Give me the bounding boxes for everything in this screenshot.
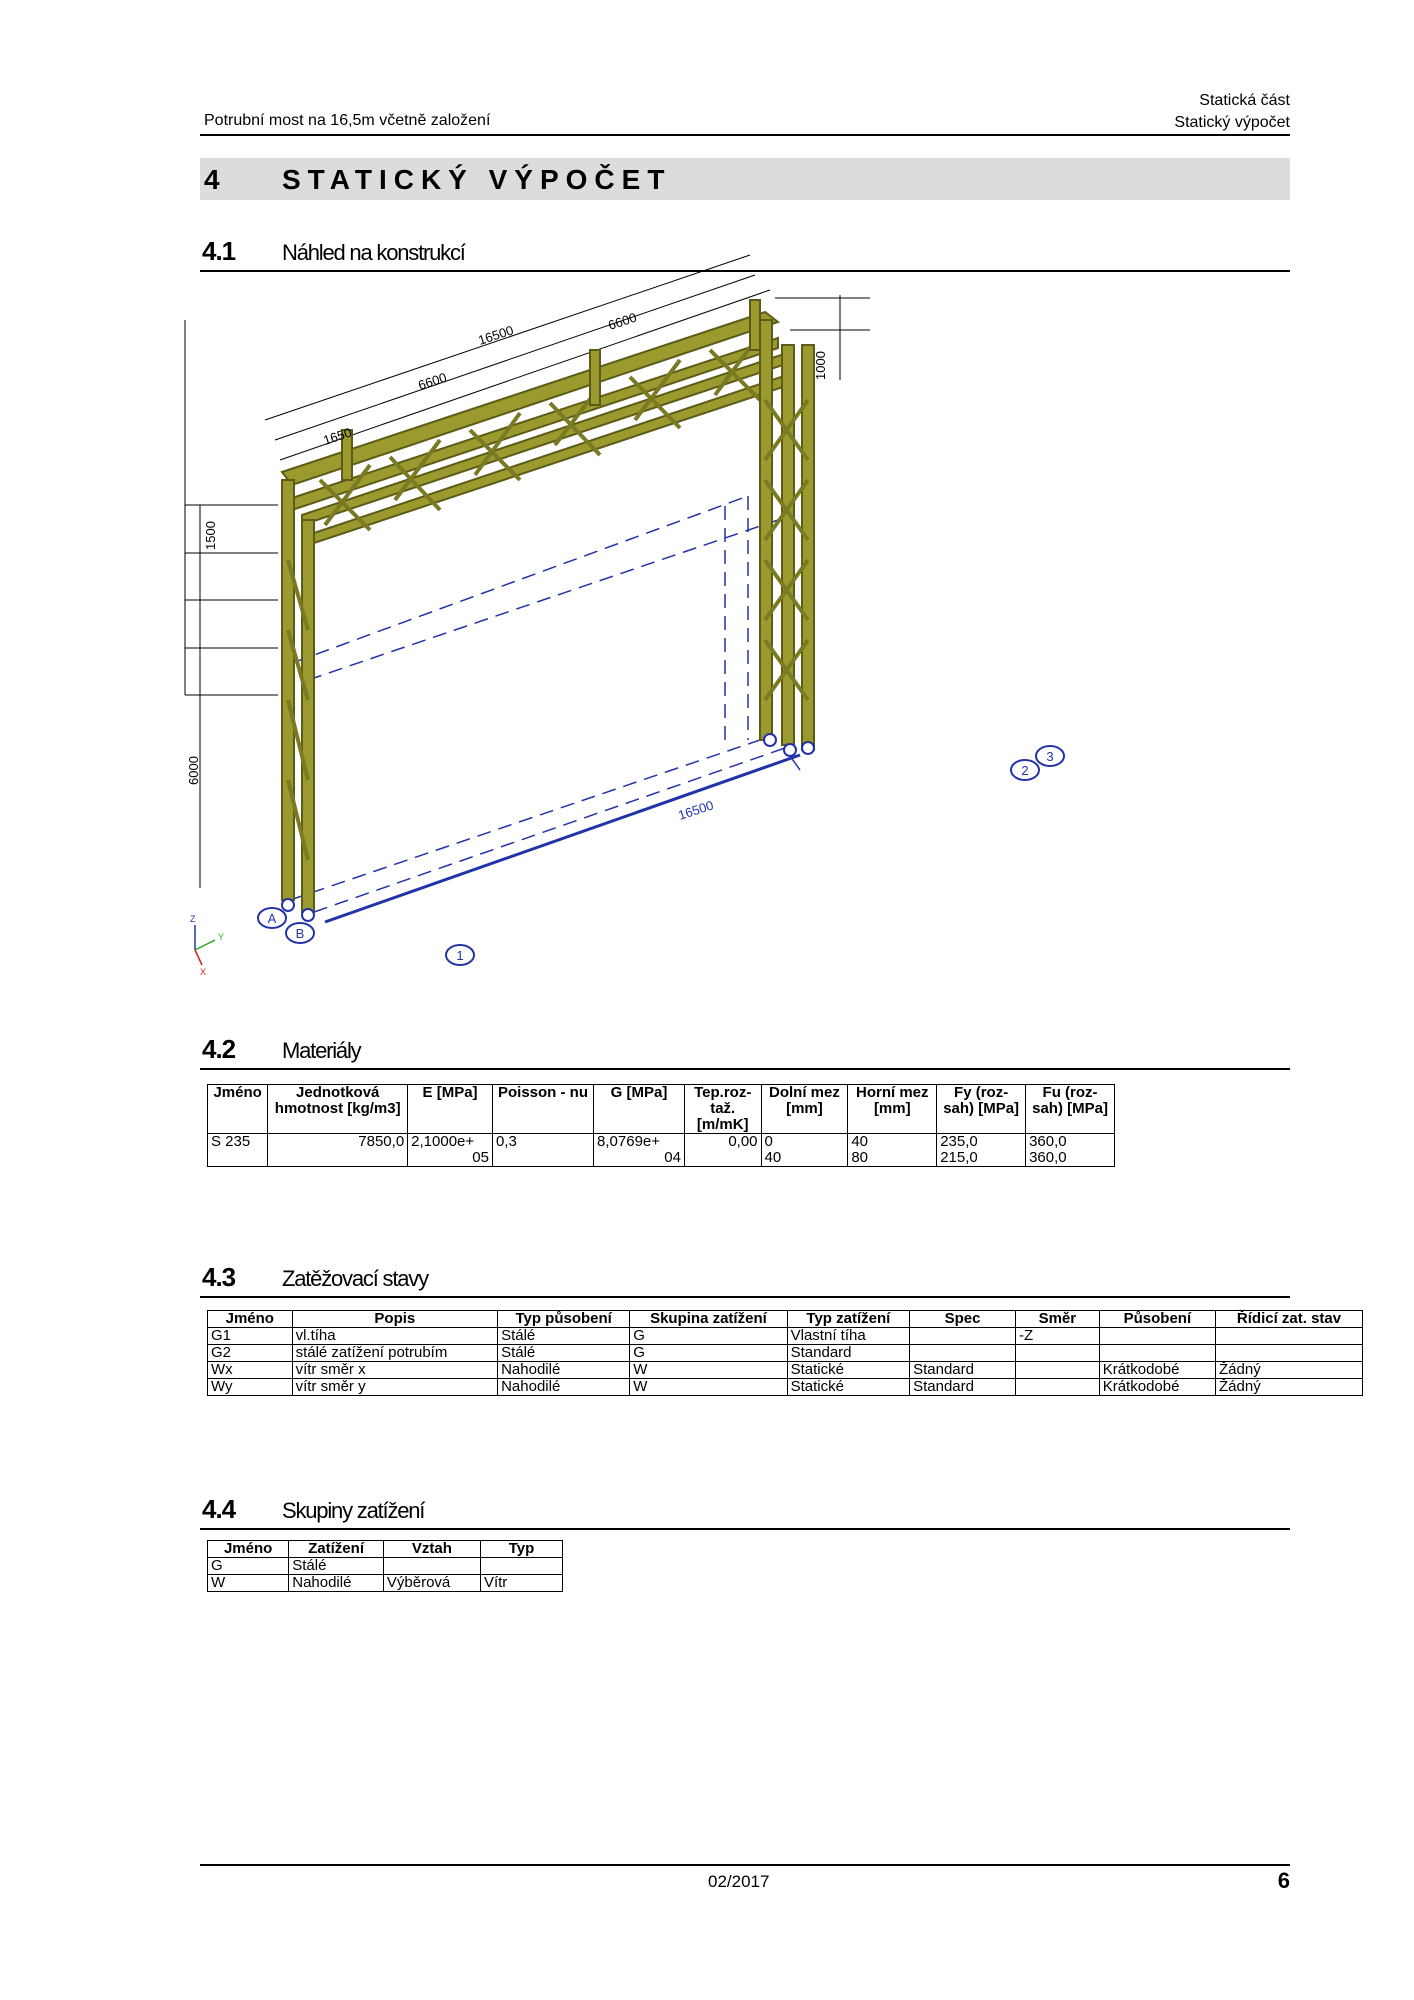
axis-label-a: A xyxy=(267,911,277,926)
footer-date: 02/2017 xyxy=(708,1872,770,1891)
col-header: Zatížení xyxy=(289,1541,384,1558)
col-header: Tep.roz-taž. [m/mK] xyxy=(684,1085,761,1134)
header-section-info xyxy=(1174,90,1290,134)
cell-fu xyxy=(1026,1134,1115,1167)
cell-horni-line1: 40 xyxy=(851,1133,869,1150)
table-cell: G xyxy=(208,1558,289,1575)
table-cell xyxy=(1015,1362,1099,1379)
table-cell xyxy=(1099,1328,1215,1345)
table-cell xyxy=(1015,1345,1099,1362)
footer-rule xyxy=(200,1864,1290,1866)
table-cell: Stálé xyxy=(498,1328,630,1345)
header-subpart: Statický výpočet xyxy=(1174,114,1290,131)
cell-g-line2: 04 xyxy=(664,1149,681,1166)
cell-tep: 0,00 xyxy=(684,1134,761,1167)
table-cell xyxy=(1216,1328,1363,1345)
materials-table xyxy=(207,1084,1115,1167)
table-row xyxy=(208,1575,563,1592)
col-header: E [MPa] xyxy=(408,1085,493,1134)
col-header: Fy (roz-sah) [MPa] xyxy=(937,1085,1026,1134)
cell-fy-line2: 215,0 xyxy=(940,1149,978,1166)
table-cell: -Z xyxy=(1015,1328,1099,1345)
table-cell: W xyxy=(208,1575,289,1592)
dim-total: 16500 xyxy=(476,322,516,348)
axis-labels xyxy=(268,749,1054,963)
col-header: Typ zatížení xyxy=(787,1311,909,1328)
col-header: Skupina zatížení xyxy=(630,1311,787,1328)
table-cell: Krátkodobé xyxy=(1099,1379,1215,1396)
col-header: Jméno xyxy=(208,1311,293,1328)
table-cell: stálé zatížení potrubím xyxy=(292,1345,498,1362)
section-heading-materials xyxy=(200,1034,1290,1070)
cell-fy xyxy=(937,1134,1026,1167)
table-cell xyxy=(1099,1345,1215,1362)
col-header: Působení xyxy=(1099,1311,1215,1328)
structure-3d-drawing xyxy=(186,300,1110,1000)
table-row xyxy=(208,1379,1363,1396)
table-cell: Nahodilé xyxy=(289,1575,384,1592)
col-header: Typ působení xyxy=(498,1311,630,1328)
table-cell xyxy=(1216,1345,1363,1362)
col-header: Dolní mez [mm] xyxy=(761,1085,848,1134)
table-cell: Stálé xyxy=(289,1558,384,1575)
col-header: Popis xyxy=(292,1311,498,1328)
section-heading-load-groups xyxy=(200,1494,1290,1530)
table-row xyxy=(208,1328,1363,1345)
dim-base: 16500 xyxy=(676,797,716,823)
support-symbols xyxy=(282,734,814,921)
cell-e-line1: 2,1000e+ xyxy=(411,1133,475,1150)
section-number: 4.2 xyxy=(202,1034,236,1064)
table-cell xyxy=(480,1558,562,1575)
axis-label-3: 3 xyxy=(1046,749,1054,764)
dim-1500: 1500 xyxy=(203,521,218,550)
axis-bubbles xyxy=(258,746,1064,965)
cell-e-line2: 05 xyxy=(472,1149,489,1166)
col-header: G [MPa] xyxy=(594,1085,685,1134)
cell-mass: 7850,0 xyxy=(268,1134,408,1167)
table-cell: G1 xyxy=(208,1328,293,1345)
table-cell: Vítr xyxy=(480,1575,562,1592)
cell-nu: 0,3 xyxy=(492,1134,593,1167)
col-header: Poisson - nu xyxy=(492,1085,593,1134)
table-row xyxy=(208,1362,1363,1379)
col-header: Horní mez [mm] xyxy=(848,1085,937,1134)
axis-label-1: 1 xyxy=(456,948,464,963)
coord-y: Y xyxy=(218,932,225,942)
coord-x: X xyxy=(200,967,207,977)
section-number: 4.1 xyxy=(202,236,236,266)
header-part: Statická část xyxy=(1199,92,1290,109)
section-title: Materiály xyxy=(282,1038,361,1063)
dim-1000: 1000 xyxy=(813,351,828,380)
table-cell: Standard xyxy=(910,1379,1016,1396)
col-header: Fu (roz-sah) [MPa] xyxy=(1026,1085,1115,1134)
table-header-row xyxy=(208,1085,1115,1134)
cell-fu-line1: 360,0 xyxy=(1029,1133,1067,1150)
cell-horni-line2: 80 xyxy=(851,1149,869,1166)
section-title: Náhled na konstrukcí xyxy=(282,240,465,265)
table-cell: vítr směr x xyxy=(292,1362,498,1379)
cell-fy-line1: 235,0 xyxy=(940,1133,978,1150)
section-heading-preview xyxy=(200,236,1290,272)
table-cell xyxy=(910,1328,1016,1345)
table-cell xyxy=(1015,1379,1099,1396)
table-cell: Wy xyxy=(208,1379,293,1396)
chapter-title: STATICKÝ VÝPOČET xyxy=(282,164,672,195)
table-cell: Žádný xyxy=(1216,1362,1363,1379)
table-cell xyxy=(910,1345,1016,1362)
cell-name: S 235 xyxy=(208,1134,268,1167)
load-cases-table xyxy=(207,1310,1363,1396)
table-cell: Nahodilé xyxy=(498,1362,630,1379)
table-cell: Stálé xyxy=(498,1345,630,1362)
col-header: Typ xyxy=(480,1541,562,1558)
cell-g xyxy=(594,1134,685,1167)
table-row xyxy=(208,1134,1115,1167)
chapter-number: 4 xyxy=(204,164,220,195)
table-cell: Wx xyxy=(208,1362,293,1379)
table-cell: W xyxy=(630,1379,787,1396)
table-row xyxy=(208,1558,563,1575)
section-number: 4.4 xyxy=(202,1494,236,1524)
dim-1650: 1650 xyxy=(321,424,354,448)
cell-dolni xyxy=(761,1134,848,1167)
table-cell: Statické xyxy=(787,1362,909,1379)
table-cell: vl.tíha xyxy=(292,1328,498,1345)
col-header: Jméno xyxy=(208,1085,268,1134)
table-cell xyxy=(383,1558,480,1575)
col-header: Jméno xyxy=(208,1541,289,1558)
table-cell: Standard xyxy=(910,1362,1016,1379)
table-cell: G xyxy=(630,1328,787,1345)
section-title: Zatěžovací stavy xyxy=(282,1266,428,1291)
section-title: Skupiny zatížení xyxy=(282,1498,425,1523)
header-rule xyxy=(200,134,1290,136)
section-number: 4.3 xyxy=(202,1262,236,1292)
cell-fu-line2: 360,0 xyxy=(1029,1149,1067,1166)
chapter-heading xyxy=(200,158,1290,200)
cell-dolni-line1: 0 xyxy=(764,1133,773,1150)
header-document-title: Potrubní most na 16,5m včetně založení xyxy=(204,112,491,129)
col-header: Směr xyxy=(1015,1311,1099,1328)
support-lines xyxy=(290,496,800,922)
coord-z: Z xyxy=(190,914,196,924)
col-header: Spec xyxy=(910,1311,1016,1328)
cell-e xyxy=(408,1134,493,1167)
truss-bracing xyxy=(320,334,760,530)
table-header-row xyxy=(208,1311,1363,1328)
table-cell: Výběrová xyxy=(383,1575,480,1592)
table-cell: Nahodilé xyxy=(498,1379,630,1396)
table-cell: G xyxy=(630,1345,787,1362)
table-cell: vítr směr y xyxy=(292,1379,498,1396)
truss-top-beam xyxy=(282,309,792,547)
table-row xyxy=(208,1345,1363,1362)
table-cell: Vlastní tíha xyxy=(787,1328,909,1345)
table-header-row xyxy=(208,1541,563,1558)
left-portal xyxy=(282,480,314,912)
table-cell: Krátkodobé xyxy=(1099,1362,1215,1379)
cell-g-line1: 8,0769e+ xyxy=(597,1133,661,1150)
axis-label-b: B xyxy=(295,926,305,941)
col-header: Jednotková hmotnost [kg/m3] xyxy=(268,1085,408,1134)
coordinate-axes xyxy=(190,914,224,977)
table-cell: W xyxy=(630,1362,787,1379)
footer-page-number: 6 xyxy=(1277,1868,1290,1893)
table-cell: Statické xyxy=(787,1379,909,1396)
table-cell: Žádný xyxy=(1216,1379,1363,1396)
table-cell: G2 xyxy=(208,1345,293,1362)
col-header: Vztah xyxy=(383,1541,480,1558)
axis-label-2: 2 xyxy=(1021,763,1029,778)
cell-dolni-line2: 40 xyxy=(764,1149,782,1166)
section-heading-load-cases xyxy=(200,1262,1290,1298)
dim-6600-left: 6600 xyxy=(416,369,449,393)
col-header: Řídicí zat. stav xyxy=(1216,1311,1363,1328)
load-groups-table xyxy=(207,1540,563,1592)
cell-horni xyxy=(848,1134,937,1167)
dim-6600-right: 6600 xyxy=(606,309,639,333)
dim-6000: 6000 xyxy=(186,756,201,785)
table-cell: Standard xyxy=(787,1345,909,1362)
